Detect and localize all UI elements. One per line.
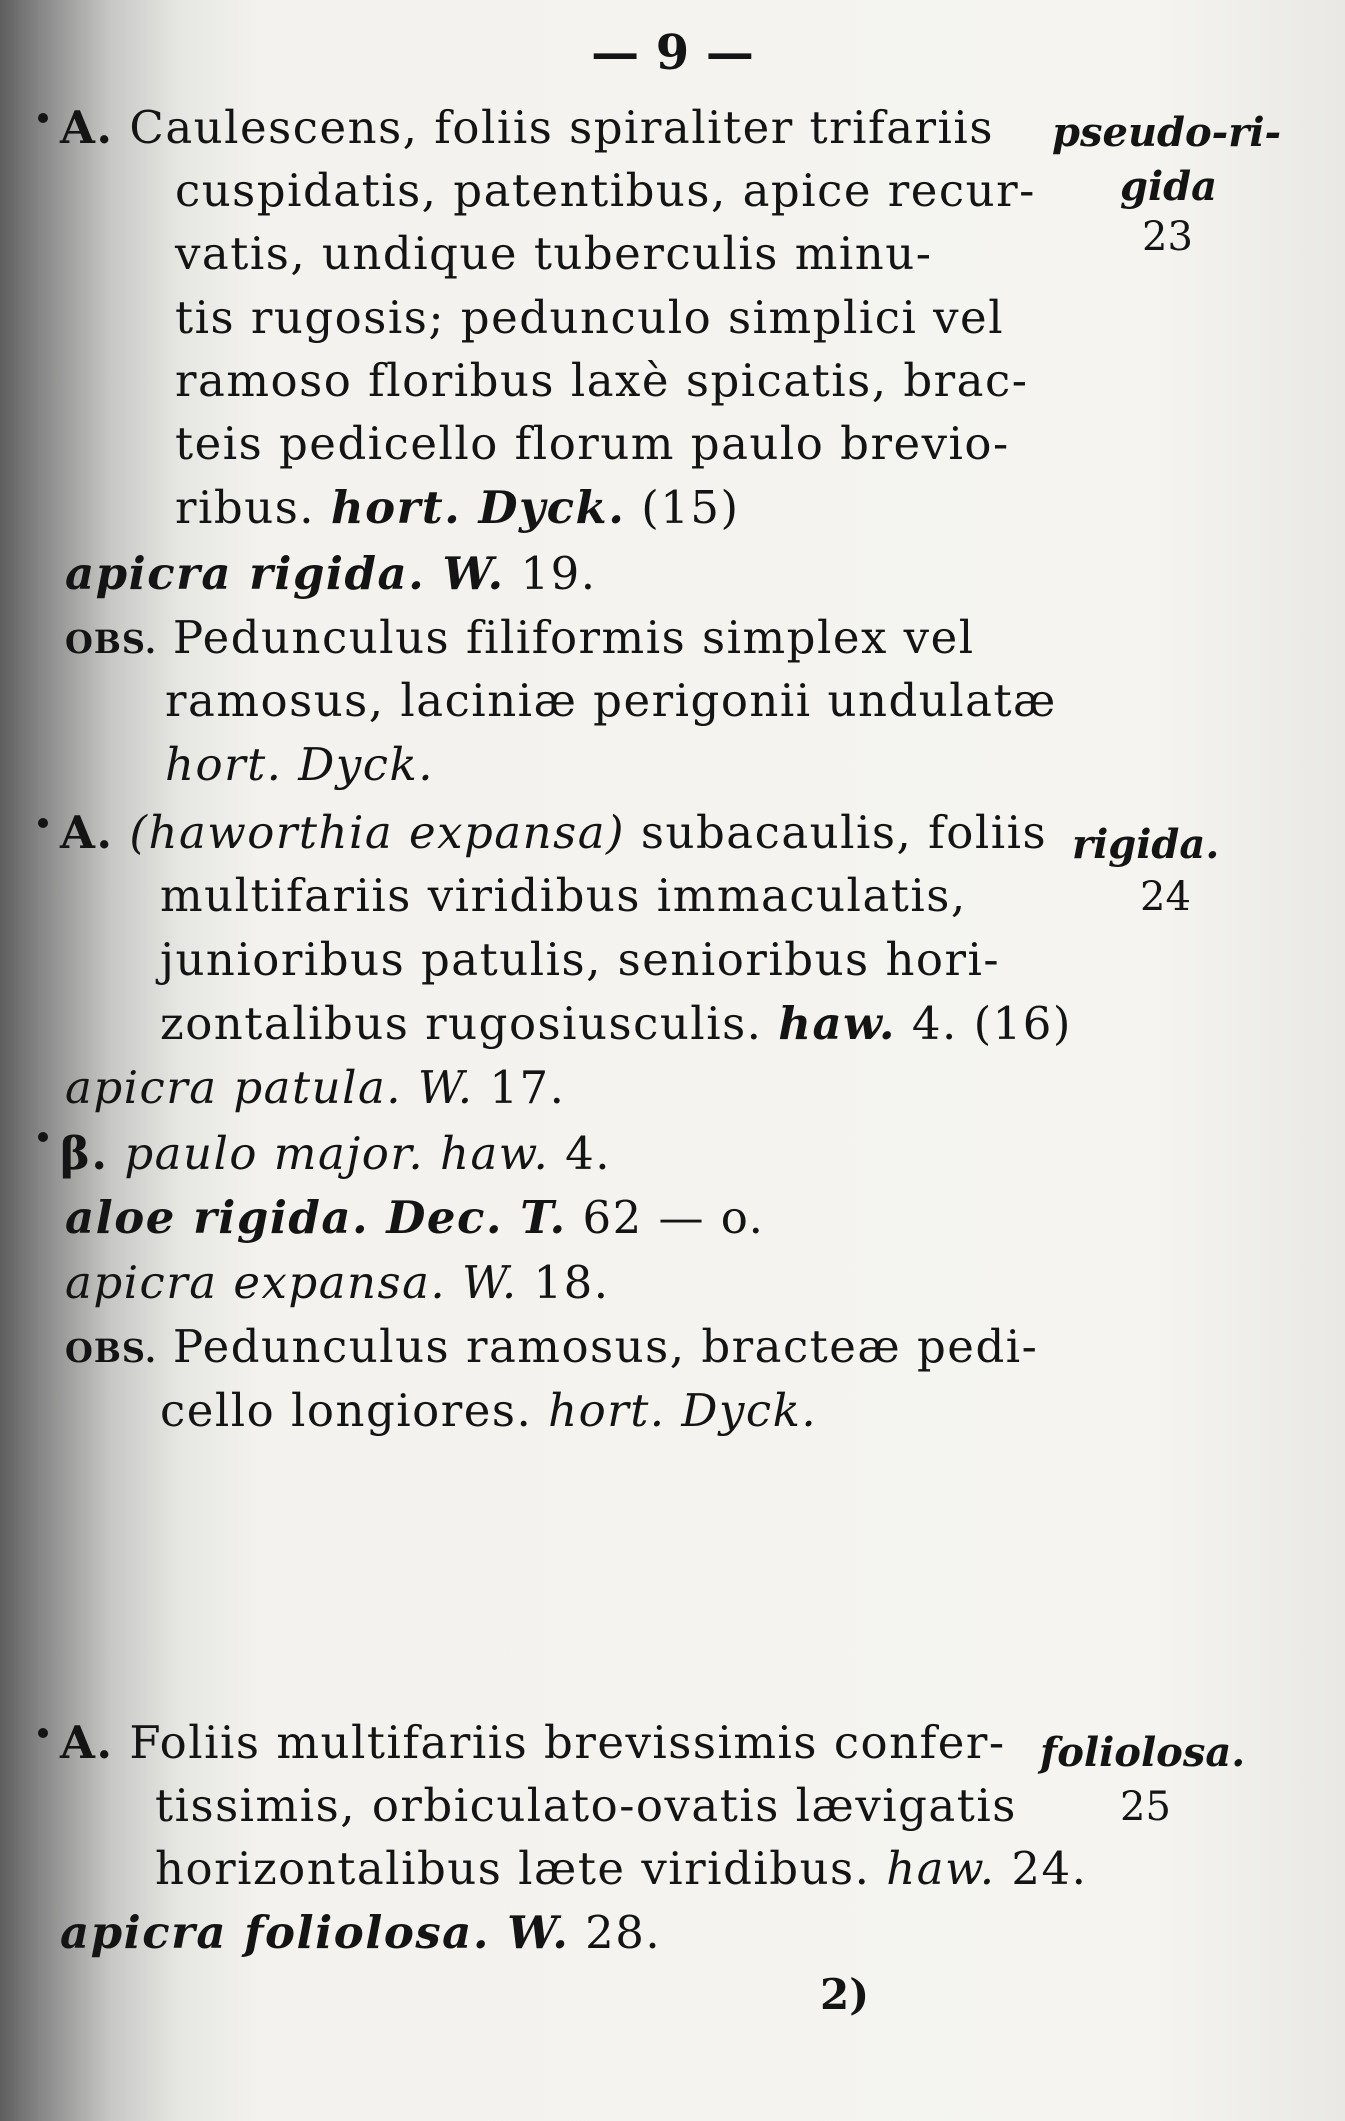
entry-2-line-2: multifariis viridibus immaculatis, — [160, 869, 967, 922]
bullet-icon — [38, 818, 48, 828]
margin-species-name-cont: gida — [1120, 163, 1218, 210]
margin-species-name: rigida. — [1072, 821, 1220, 868]
entry-1-line-2: cuspidatis, patentibus, apice recur- — [175, 164, 1036, 217]
bullet-icon — [38, 1132, 48, 1142]
synonym — [65, 1255, 610, 1311]
entry-italic: (haworthia expansa) — [129, 806, 626, 859]
bullet-icon — [38, 113, 48, 123]
obs-line-2 — [160, 1383, 817, 1439]
entry-2-line-1 — [60, 805, 1047, 861]
entry-text: subacaulis, foliis — [640, 806, 1048, 859]
variety-number: 4. — [565, 1127, 612, 1180]
margin-number: 24 — [1140, 874, 1191, 920]
entry-3-line-1 — [60, 1715, 1006, 1771]
synonym-number: 19. — [520, 547, 597, 600]
synonym-number: 62 — o. — [582, 1191, 765, 1244]
entry-1-line-7 — [175, 480, 740, 536]
obs-label: OBS. — [65, 623, 158, 661]
bullet-icon — [38, 1728, 48, 1738]
entry-text: Foliis multifariis brevissimis confer- — [129, 1716, 1006, 1769]
synonym-number: 18. — [533, 1256, 610, 1309]
margin-number: 25 — [1120, 1784, 1171, 1830]
citation: haw. — [886, 1842, 996, 1895]
synonym — [65, 546, 597, 602]
entry-text: horizontalibus læte viridibus. — [155, 1842, 871, 1895]
synonym-name: apicra foliolosa. W. — [60, 1906, 570, 1959]
citation: haw. — [778, 997, 897, 1050]
obs-text: cello longiores. — [160, 1384, 533, 1437]
synonym-name: apicra rigida. W. — [65, 547, 505, 600]
synonym — [65, 1190, 764, 1246]
entry-2-line-4 — [160, 996, 1072, 1052]
margin-species-name: foliolosa. — [1040, 1729, 1246, 1776]
obs-text: Pedunculus ramosus, bracteæ pedi- — [172, 1320, 1039, 1373]
entry-number: (15) — [641, 481, 740, 534]
obs-line-1 — [65, 1319, 1038, 1379]
entry-1-line-3: vatis, undique tuberculis minu- — [175, 227, 933, 280]
entry-text: Caulescens, foliis spiraliter trifariis — [129, 101, 994, 154]
synonym-number: 28. — [585, 1906, 662, 1959]
citation: hort. Dyck. — [330, 481, 626, 534]
obs-line-2: ramosus, laciniæ perigonii undulatæ — [165, 674, 1057, 727]
synonym — [60, 1905, 661, 1961]
entry-number: 24. — [1011, 1842, 1088, 1895]
variety-line — [60, 1126, 611, 1182]
synonym-name: apicra patula. W. — [65, 1061, 474, 1114]
synonym-number: 17. — [489, 1061, 566, 1114]
entry-3-line-2: tissimis, orbiculato-ovatis lævigatis — [155, 1779, 1017, 1832]
margin-number: 23 — [1142, 214, 1193, 260]
entry-2-line-3: junioribus patulis, senioribus hori- — [160, 933, 1001, 986]
entry-number: 4. (16) — [911, 997, 1072, 1050]
entry-label: A. — [60, 101, 114, 154]
entry-1-line-1 — [60, 100, 994, 156]
margin-species-name: pseudo-ri- — [1052, 109, 1282, 156]
entry-text: ribus. — [175, 481, 316, 534]
synonym-name: aloe rigida. Dec. T. — [65, 1191, 567, 1244]
entry-text: zontalibus rugosiusculis. — [160, 997, 763, 1050]
obs-citation: hort. Dyck. — [165, 738, 435, 791]
obs-label: OBS. — [65, 1332, 158, 1370]
entry-1-line-4: tis rugosis; pedunculo simplici vel — [175, 291, 1005, 344]
entry-label: A. — [60, 1716, 114, 1769]
entry-3-line-3 — [155, 1841, 1087, 1897]
entry-1-line-5: ramoso floribus laxè spicatis, brac- — [175, 354, 1029, 407]
obs-line-1 — [65, 610, 975, 670]
synonym — [65, 1060, 565, 1116]
synonym-name: apicra expansa. W. — [65, 1256, 518, 1309]
variety-text: paulo major. haw. — [124, 1127, 550, 1180]
obs-text: Pedunculus filiformis simplex vel — [172, 611, 975, 664]
catchword: 2) — [820, 1970, 870, 2019]
page-number: — 9 — — [591, 25, 754, 81]
variety-label: β. — [60, 1127, 109, 1180]
entry-label: A. — [60, 806, 114, 859]
entry-1-line-6: teis pedicello florum paulo brevio- — [175, 417, 1010, 470]
citation: hort. Dyck. — [548, 1384, 818, 1437]
